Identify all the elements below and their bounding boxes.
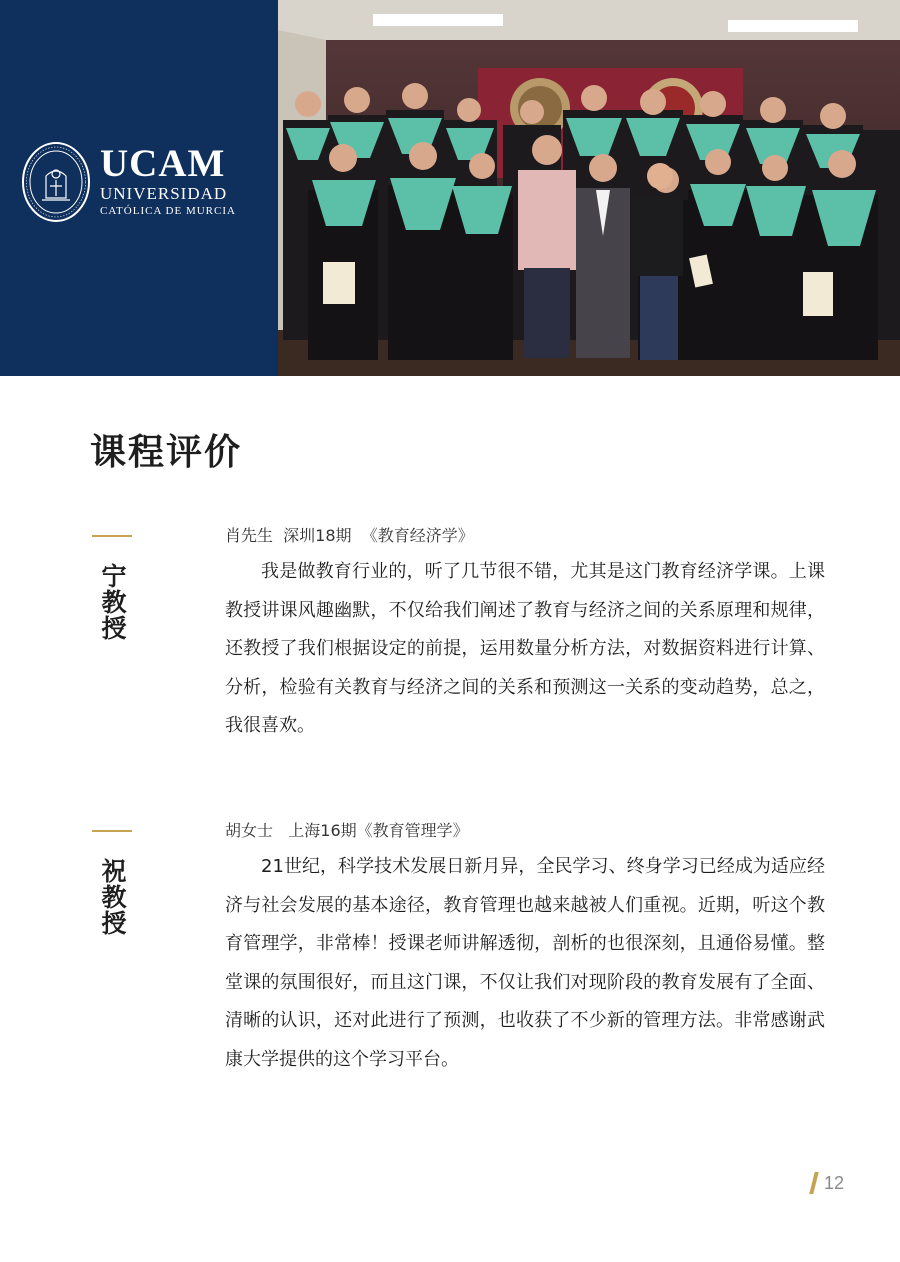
review-text: 21世纪，科学技术发展日新月异，全民学习、终身学习已经成为适应经济与社会发展的基本途径，教育管理也越来越被人们重视。近期，听这个教育管理学，非常棒！授课老师讲解透彻，剖析的也很深刻，且通俗易懂。整堂课的氛围很好，而且这门课，不仅让我们对现阶段的教育发展有了全面、清晰的认识，还对此进行了预测，也收获了不少新的管理方法。非常感谢武康大学提供的这个学习平台。 — [225, 856, 825, 1070]
reviewer-info: 胡女士 上海16期《教育管理学》 — [225, 821, 469, 840]
review-1 — [225, 525, 825, 746]
gold-divider — [92, 535, 132, 537]
page-title: 课程评价 — [90, 432, 243, 473]
review-1-side — [92, 535, 132, 641]
brand-wordmark — [100, 142, 236, 218]
graduation-group-photo — [278, 0, 900, 376]
gold-divider — [92, 830, 132, 832]
brand-line-2: CATÓLICA DE MURCIA — [100, 205, 236, 217]
review-2-side — [92, 830, 132, 936]
brand-line-1: UNIVERSIDAD — [100, 184, 228, 203]
page-number — [812, 1172, 844, 1194]
gold-slash-icon — [809, 1172, 818, 1194]
university-seal-icon — [22, 142, 90, 222]
review-2 — [225, 820, 825, 1079]
brand-name: UCAM — [100, 142, 226, 185]
brand-panel — [0, 0, 278, 376]
professor-name: 祝教授 — [98, 858, 127, 936]
page-number-value: 12 — [824, 1172, 845, 1193]
reviewer-info: 肖先生 深圳18期 《教育经济学》 — [225, 526, 474, 545]
professor-name: 宁教授 — [98, 563, 127, 641]
review-text: 我是做教育行业的，听了几节很不错，尤其是这门教育经济学课。上课教授讲课风趣幽默，不仅给我们阐述了教育与经济之间的关系原理和规律，还教授了我们根据设定的前提，运用数量分析方法，对数据资料进行计算、分析，检验有关教育与经济之间的关系和预测这一关系的变动趋势，总之，我很喜欢。 — [225, 561, 825, 736]
